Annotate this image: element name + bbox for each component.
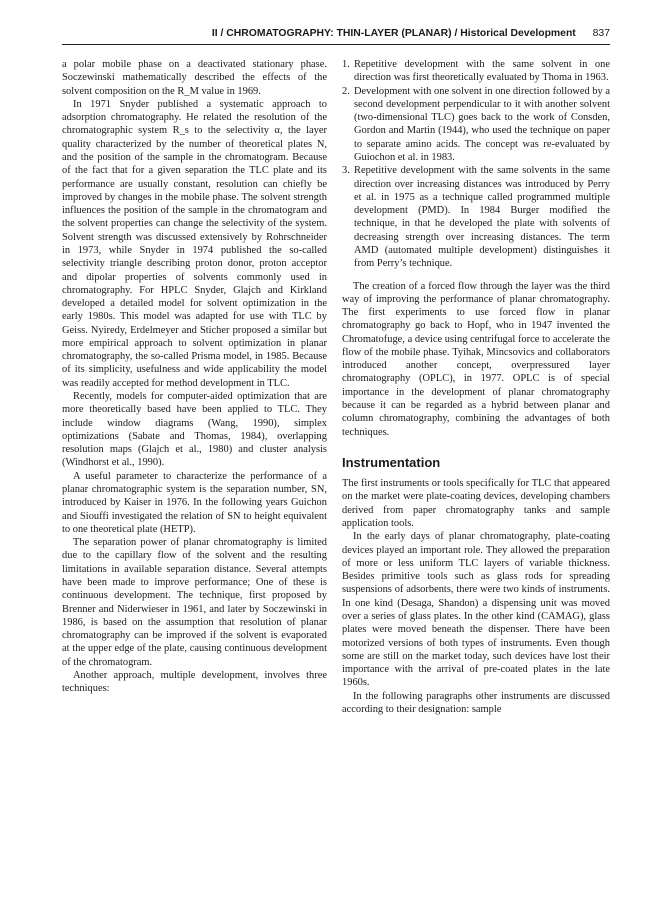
list-text: Repetitive development with the same solvent in one direction was first theoretically evaluated by Thoma in 1963. — [354, 59, 610, 84]
paragraph-multiple-development: Another approach, multiple development, involves three techniques: — [62, 669, 327, 695]
paragraph-continued: a polar mobile phase on a deactivated stationary phase. Soczewinski mathematically described the effects of the solvent composition on the R_M value in 1969. — [62, 59, 327, 97]
right-column — [342, 58, 610, 716]
list-number: 2. — [342, 85, 350, 97]
techniques-list — [342, 58, 610, 271]
paragraph-snyder: In 1971 Snyder published a systematic approach to adsorption chromatography. He related the resolution of the chromatographic system R_s to the selectivity α, the layer quality characterized by the number of theoretical plates N, and the position of the sample in the chromatogram. Because of the fact that for a given separation the TLC plate and its performance are usually constant, resolution can chiefly be improved by changes in the mobile phase. The solvent strength influences the position of the sample in the chromatogram and the solvent properties can change the selectivity of the system. Solvent strength was discussed extensively by Rohrschneider in 1973, while Snyder in 1974 published the so-called selectivity triangle describing proton donor, proton acceptor and dipolar properties of solvents commonly used in chromatography. For HPLC Snyder, Glajch and Kirkland developed a detailed model for solvent optimization in the early 1980s. This model was adapted for use with TLC by Geiss. Nyiredy, Erdelmeyer and Sticher proposed a similar but more empirical approach to solvent optimization in planar chromatography, the so-called Prisma model, in 1985. Because of its simplicity, usefulness and wide applicability the model was readily accepted for method development in TLC. — [62, 98, 327, 389]
paragraph-computer-aided: Recently, models for computer-aided optimization that are more theoretically based have been applied to TLC. They include window diagrams (Wang, 1990), simplex optimizations (Sabate and Thomas, 1984), overlapping resolution maps (Glajch et al., 1980) and cluster analysis (Windhorst et al., 1990). — [62, 391, 327, 469]
paragraph-separation-power: The separation power of planar chromatography is limited due to the capillary flow of the solvent and the resulting limitations in available separation distance. Several attempts have been made to improve performance; One of these is continuous development. The technique, first proposed by Brenner and Niderwieser in 1961, and later by Soczewinski in 1986, is based on the assumption that resolution of planar chromatography can be improved if the solvent is evaporated at the upper edge of the plate, causing continuous development of the chromatogram. — [62, 537, 327, 668]
section-heading: Instrumentation — [342, 454, 441, 470]
page-number: 837 — [592, 28, 610, 39]
paragraph-plate-coating: In the early days of planar chromatography, plate-coating devices played an important role. They allowed the preparation of more or less uniform TLC layers of variable thickness. Besides primitive tools such as glass rods for spreading suspensions of adsorbents, there were two kinds of instruments. In one kind (Desaga, Shandon) a dispensing unit was moved over a series of glass plates. In the other kind (CAMAG), glass plates were moved beneath the dispenser. There have been motorized versions of both types of instruments. Even though some are still on the market today, such devices have lost their importance with the arrival of pre-coated plates in the late 1960s. — [342, 531, 610, 689]
paragraph-separation-number: A useful parameter to characterize the performance of a planar chromatographic system is the separation number, SN, introduced by Kaiser in 1976. In the following years Guichon and Siouffi investigated the relation of SN to height equivalent to one theoretical plate (HETP). — [62, 470, 327, 535]
list-text: Development with one solvent in one direction followed by a second development perpendicular to it with another solvent (two-dimensional TLC) goes back to the work of Consden, Gordon and Martin (1944), who used the technique on paper to separate amino acids. The concept was re-evaluated by Guiochon et al. in 1983. — [354, 85, 610, 163]
paragraph-instruments: The first instruments or tools specifically for TLC that appeared on the market were plate-coating devices, developing chambers derived from paper chromatography tanks and sample application tools. — [342, 478, 610, 529]
paragraph-forced-flow: The creation of a forced flow through the layer was the third way of improving the performance of planar chromatography. The first experiments to use forced flow in planar chromatography go back to Hopf, who in 1947 invented the Chromatofuge, a device using centrifugal force to accelerate the flow of the mobile phase. Tyihak, Mincsovics and collaborators introduced another concept, overpressured layer chromatography (OPLC), in 1977. OPLC is of special importance in the development of planar chromatography because it can be regarded as a hybrid between planar and column chromatography, combining the advantages of both techniques. — [342, 280, 610, 438]
list-number: 3. — [342, 165, 350, 177]
list-text: Repetitive development with the same solvents in the same direction over increasing distances was introduced by Perry et al. in 1975 as a technique called programmed multiple development (PMD). In 1984 Burger modified the technique, in that he developed the plate with solvents of decreasing strength over increasing distances. The term AMD (automated multiple development) distinguishes it from Perry’s technique. — [354, 165, 610, 270]
running-header — [62, 28, 610, 45]
running-title: II / CHROMATOGRAPHY: THIN-LAYER (PLANAR) / Historical Development — [211, 28, 576, 39]
list-item — [342, 85, 610, 165]
left-column — [62, 58, 327, 696]
list-item — [342, 164, 610, 270]
paragraph-following: In the following paragraphs other instruments are discussed according to their designation: sample — [342, 690, 610, 715]
list-item — [342, 58, 610, 85]
list-number: 1. — [342, 59, 350, 70]
